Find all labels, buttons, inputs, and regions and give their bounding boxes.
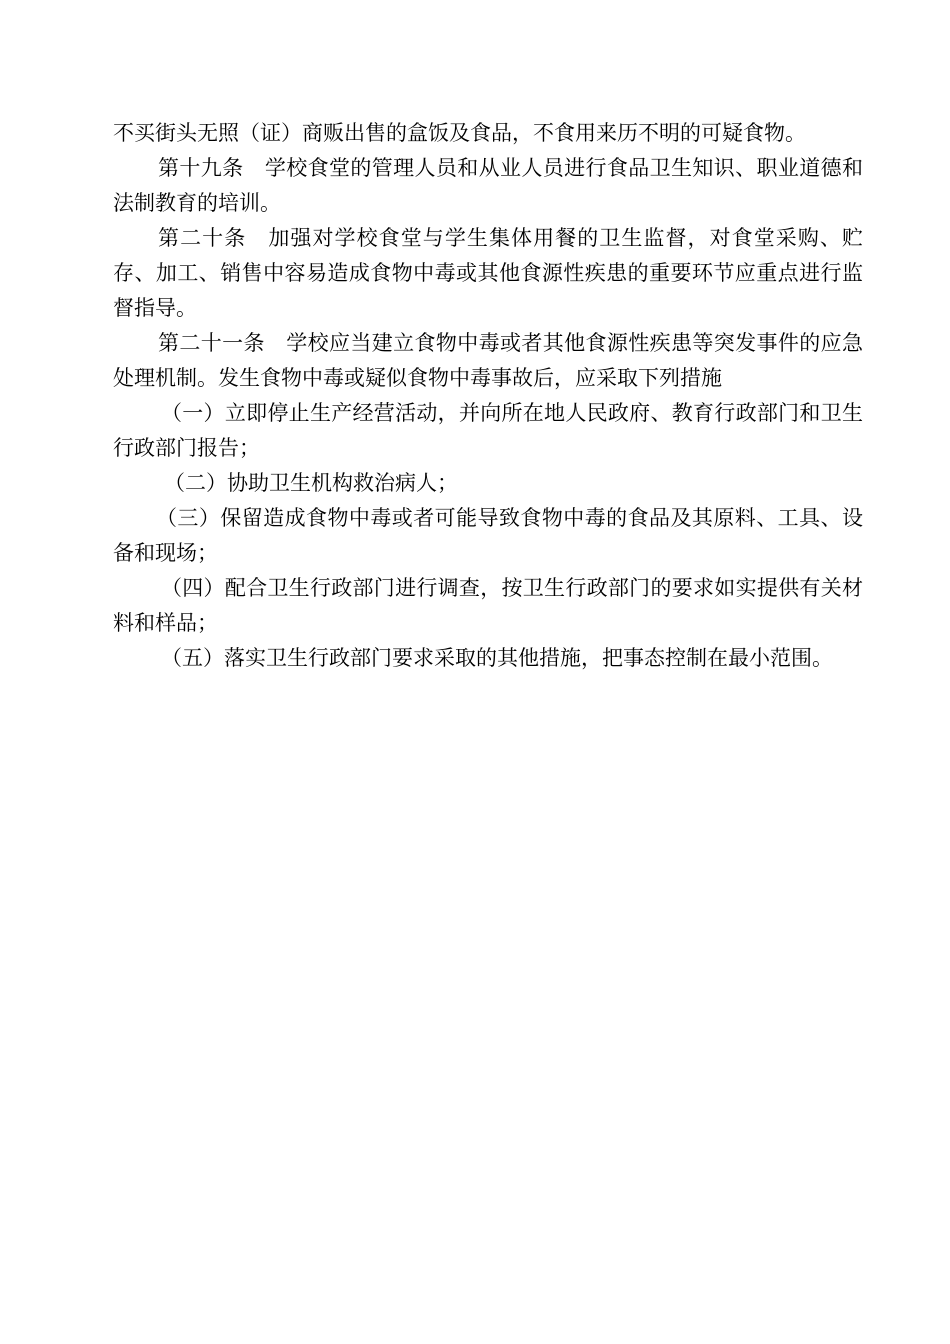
paragraph-measure-2: （二）协助卫生机构救治病人；: [164, 471, 458, 495]
document-body: [113, 116, 863, 676]
paragraph-measure-1: （一）立即停止生产经营活动，并向所在地人民政府、教育行政部门和卫生行政部门报告；: [113, 401, 863, 460]
paragraph-article-20: 第二十条 加强对学校食堂与学生集体用餐的卫生监督，对食堂采购、贮存、加工、销售中容易造成食物中毒或其他食源性疾患的重要环节应重点进行监督指导。: [113, 226, 863, 320]
paragraph-measure-5: （五）落实卫生行政部门要求采取的其他措施，把事态控制在最小范围。: [161, 646, 833, 670]
paragraph-article-21: 第二十一条 学校应当建立食物中毒或者其他食源性疾患等突发事件的应急处理机制。发生食物中毒或疑似食物中毒事故后，应采取下列措施: [113, 331, 863, 390]
paragraph-measure-3: （三）保留造成食物中毒或者可能导致食物中毒的食品及其原料、工具、设备和现场；: [113, 506, 863, 565]
paragraph-measure-4: （四）配合卫生行政部门进行调查，按卫生行政部门的要求如实提供有关材料和样品；: [113, 576, 863, 635]
paragraph-continuation: 不买街头无照（证）商贩出售的盒饭及食品，不食用来历不明的可疑食物。: [113, 121, 806, 145]
paragraph-article-19: 第十九条 学校食堂的管理人员和从业人员进行食品卫生知识、职业道德和法制教育的培训。: [113, 156, 863, 215]
